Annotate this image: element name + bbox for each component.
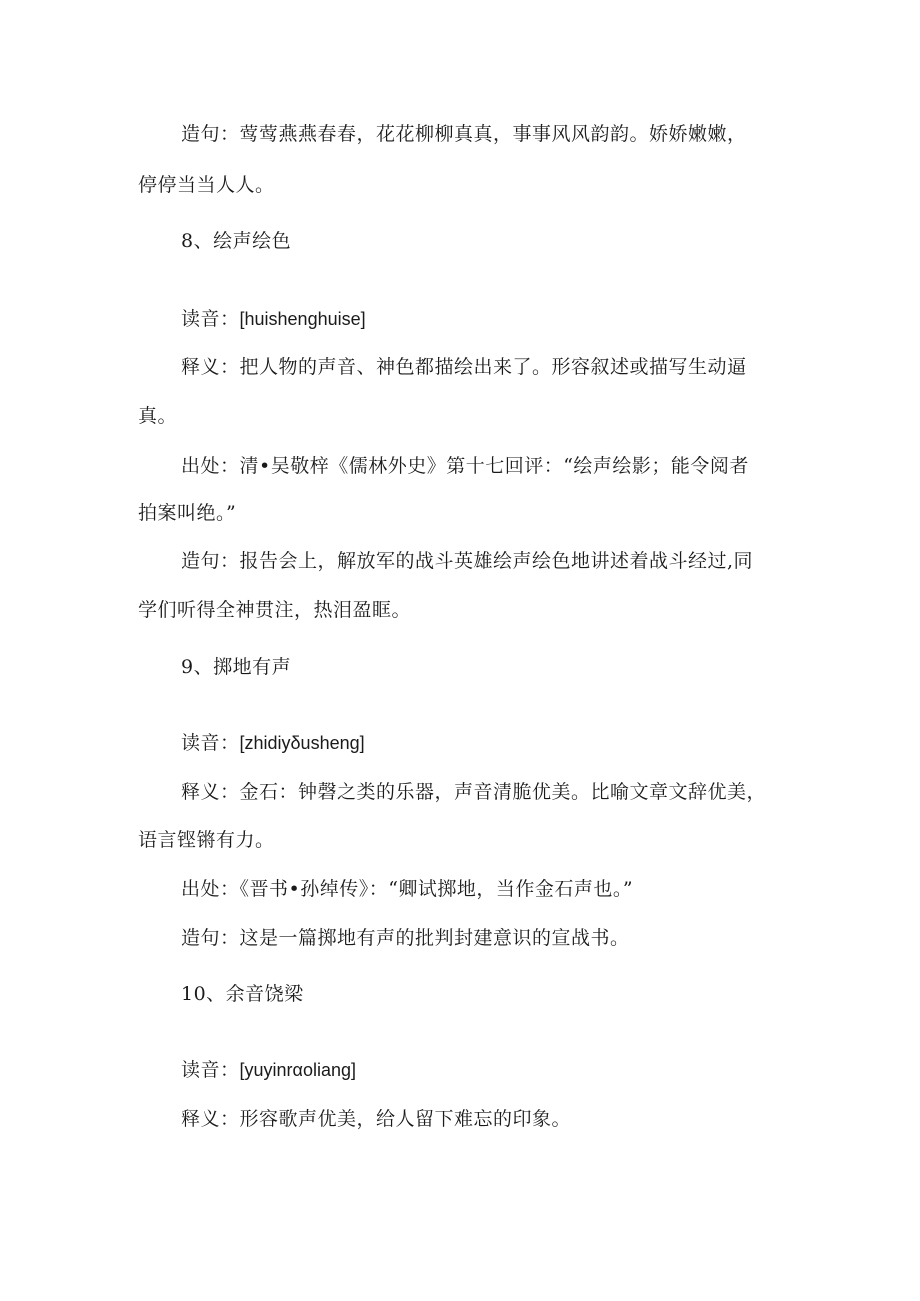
pronunciation-10 — [181, 1056, 356, 1084]
definition-10: 释义：形容歌声优美，给人留下难忘的印象。 — [181, 1108, 572, 1130]
pinyin-text: [huishenghuise] — [239, 309, 366, 329]
definition-8: 释义：把人物的声音、神色都描绘出来了。形容叙述或描写生动逼 — [181, 356, 747, 378]
pronunciation-label: 读音： — [181, 1059, 240, 1081]
definition-9: 释义：金石：钟磬之类的乐器，声音清脆优美。比喻文章文辞优美， — [181, 781, 767, 803]
pinyin-text: [zhidiyδusheng] — [239, 733, 365, 753]
pronunciation-label: 读音： — [181, 308, 240, 330]
source-8-cont: 拍案叫绝。” — [138, 502, 237, 524]
source-9: 出处：《晋书•孙绰传》：“卿试掷地，当作金石声也。” — [181, 878, 634, 900]
example-sentence-7: 造句：莺莺燕燕春春，花花柳柳真真，事事风风韵韵。娇娇嫩嫩， — [181, 123, 747, 145]
example-sentence-8-cont: 学们听得全神贯注，热泪盈眶。 — [138, 599, 412, 621]
example-sentence-9: 造句：这是一篇掷地有声的批判封建意识的宣战书。 — [181, 927, 630, 949]
idiom-heading-9: 9、掷地有声 — [181, 656, 292, 678]
pronunciation-9 — [181, 729, 365, 757]
source-8: 出处：清•吴敬梓《儒林外史》第十七回评：“绘声绘影；能令阅者 — [181, 455, 749, 477]
pronunciation-8 — [181, 305, 366, 333]
example-sentence-8: 造句：报告会上，解放军的战斗英雄绘声绘色地讲述着战斗经过,同 — [181, 550, 754, 572]
pronunciation-label: 读音： — [181, 732, 240, 754]
pinyin-text: [yuyinrαoliang] — [239, 1060, 356, 1080]
definition-8-cont: 真。 — [138, 405, 178, 427]
definition-9-cont: 语言铿锵有力。 — [138, 829, 275, 851]
idiom-heading-8: 8、绘声绘色 — [181, 230, 292, 252]
idiom-heading-10: 10、余音饶梁 — [181, 983, 304, 1005]
example-sentence-7-cont: 停停当当人人。 — [138, 174, 275, 196]
